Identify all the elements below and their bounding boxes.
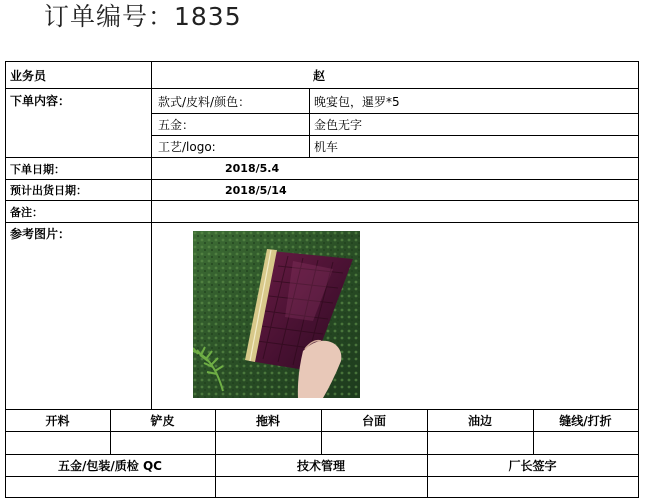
signoff-qc: 五金/包装/质检 QC <box>58 459 162 473</box>
ship-date-value: 2018/5/14 <box>225 183 287 197</box>
process-drag: 拖料 <box>255 414 280 428</box>
style-label: 款式/皮料/颜色： <box>158 94 251 109</box>
process-table: 台面 <box>361 414 386 428</box>
process-stitch: 缝线/打折 <box>559 414 612 428</box>
signoff-director: 厂长签字 <box>508 459 557 473</box>
process-skive: 铲皮 <box>150 414 175 428</box>
order-content-label: 下单内容： <box>10 93 71 108</box>
reference-image-label: 参考图片： <box>10 226 71 241</box>
order-date-label: 下单日期： <box>10 162 65 176</box>
order-date-value: 2018/5.4 <box>225 162 280 175</box>
hardware-value: 金色无字 <box>314 118 363 132</box>
process-cut: 开料 <box>45 414 70 428</box>
salesperson-value: 赵 <box>312 68 325 83</box>
salesperson-label: 业务员 <box>10 68 47 83</box>
reference-photo <box>193 231 360 398</box>
style-value: 晚宴包，暹罗*5 <box>314 94 400 109</box>
signoff-tech: 技术管理 <box>296 459 345 473</box>
process-edge-paint: 油边 <box>467 414 492 428</box>
hardware-label: 五金： <box>158 118 195 132</box>
ship-date-label: 预计出货日期： <box>10 184 87 197</box>
craft-label: 工艺/logo: <box>158 140 216 154</box>
remarks-label: 备注： <box>10 205 43 219</box>
order-title: 订单编号：1835 <box>44 2 242 31</box>
craft-value: 机车 <box>314 140 339 154</box>
